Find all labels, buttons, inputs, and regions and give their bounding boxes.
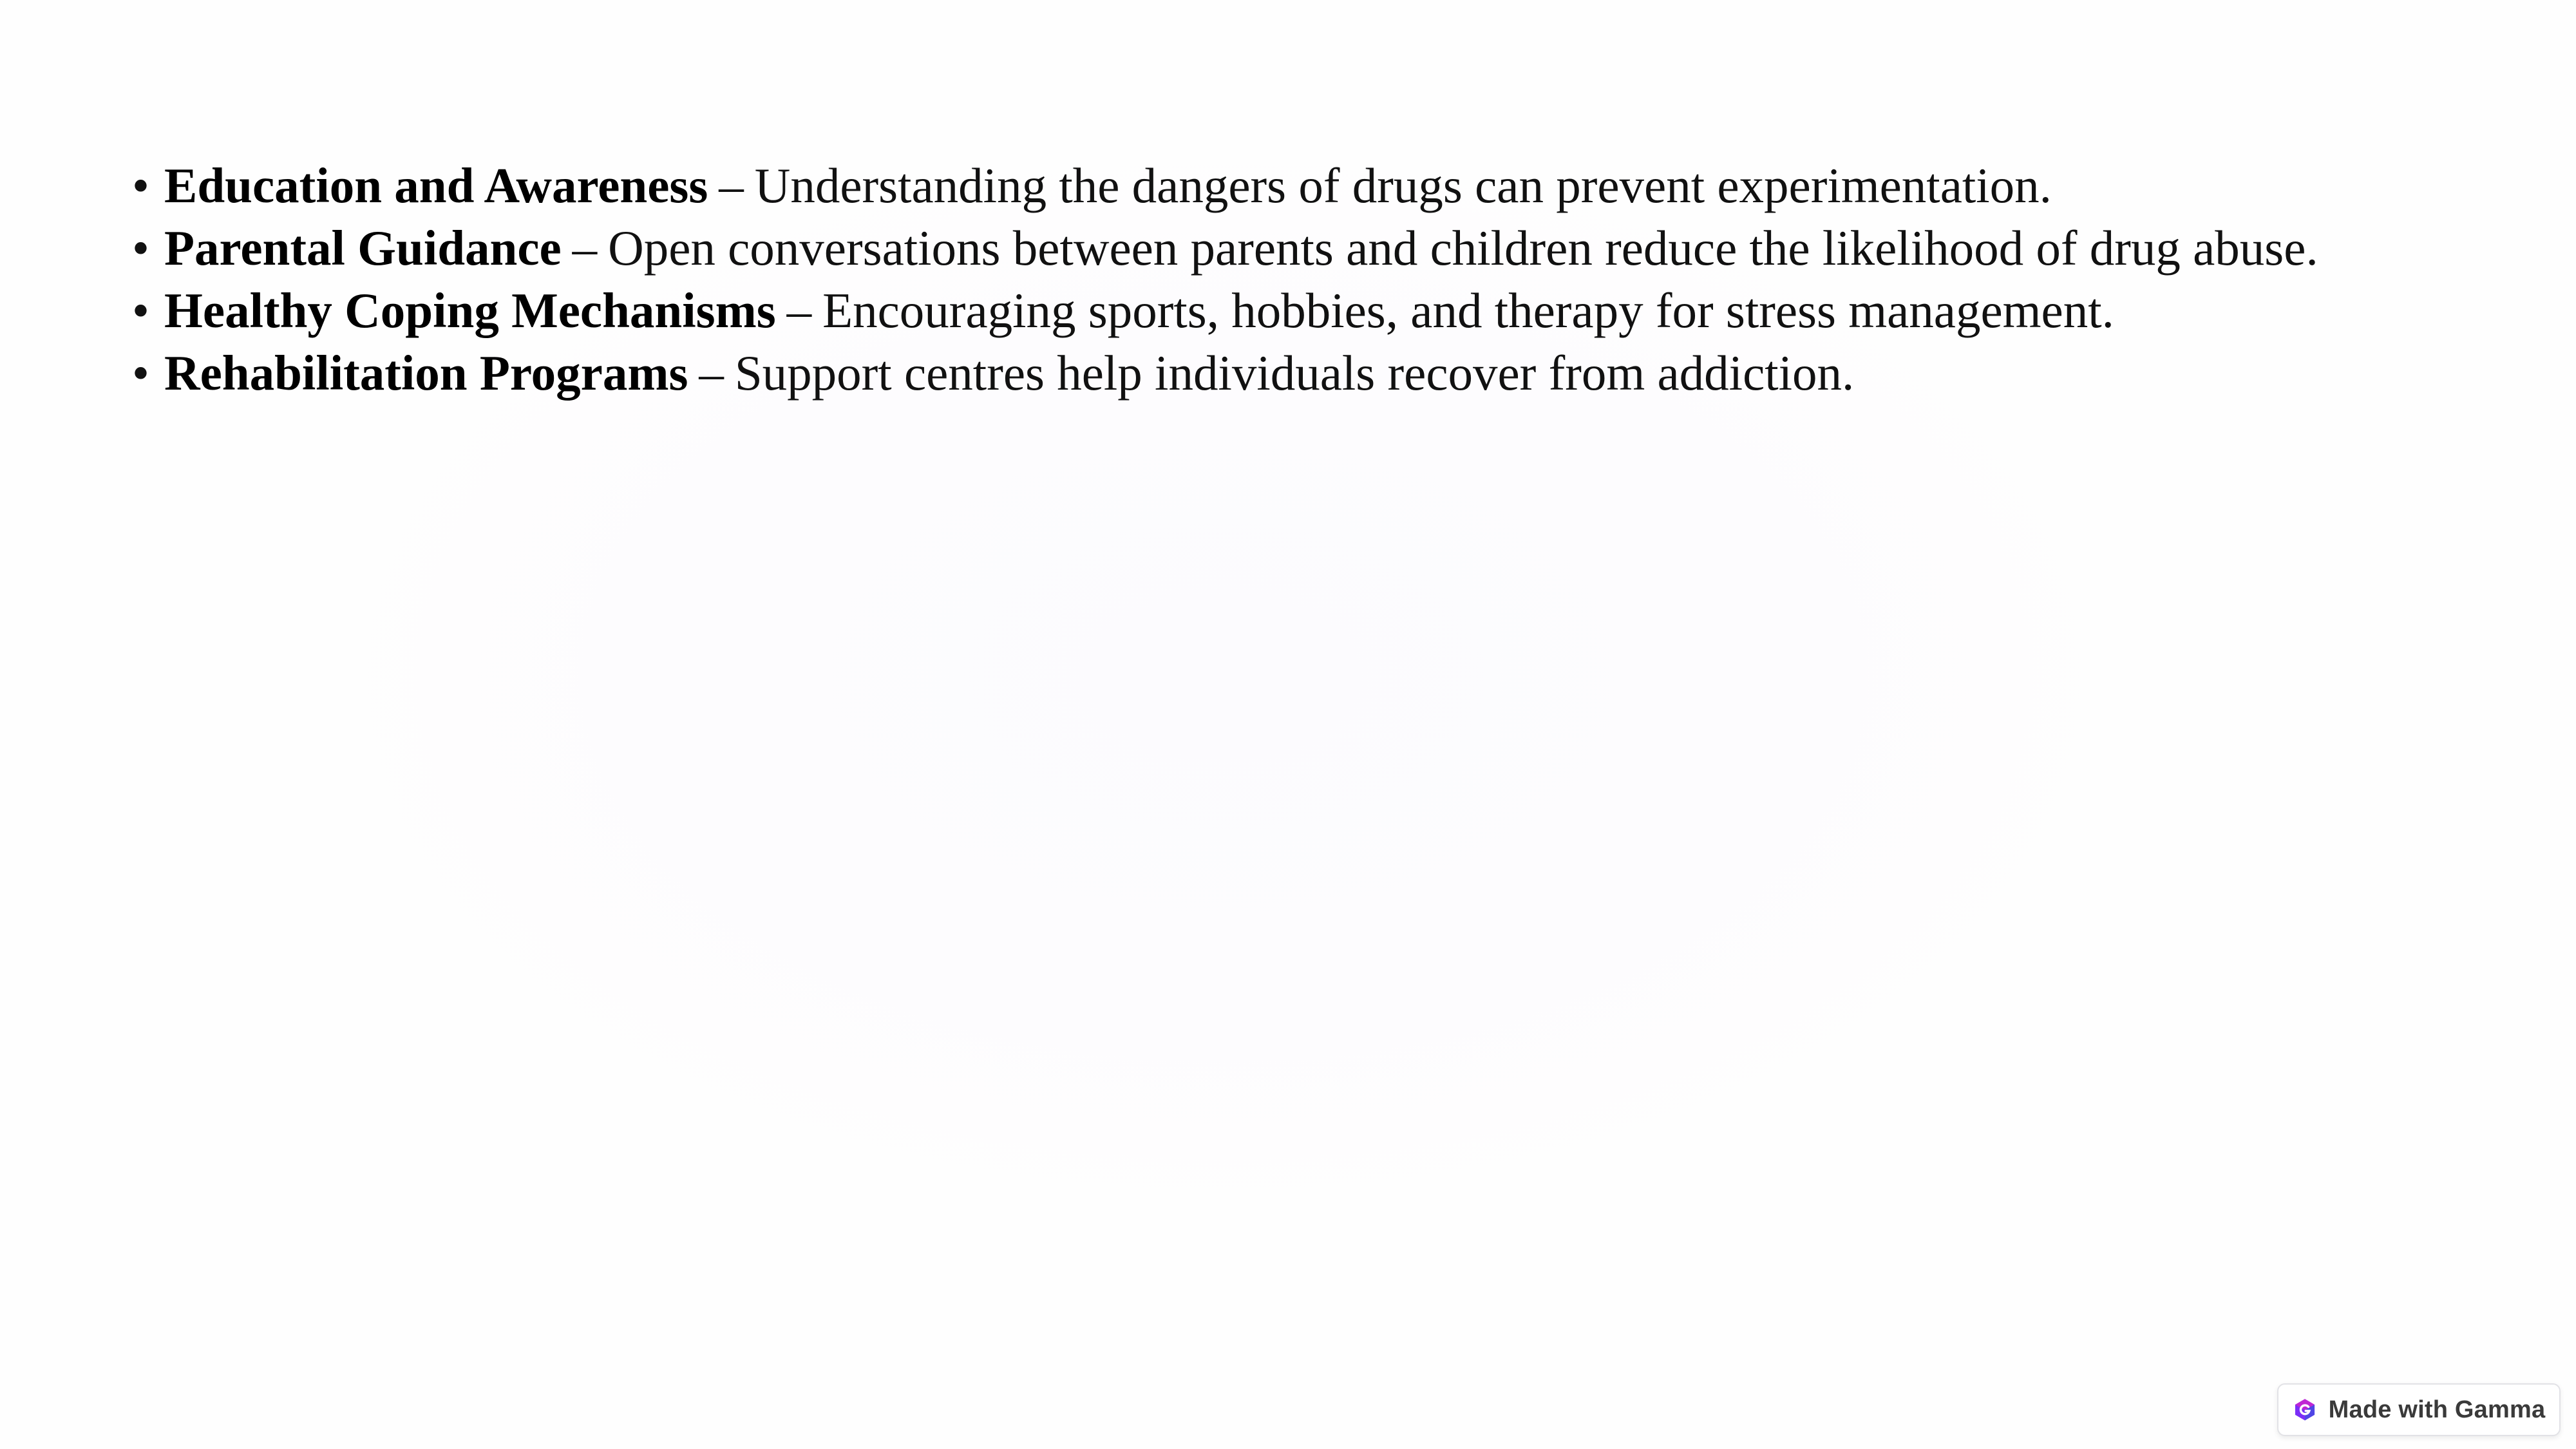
item-separator: –	[786, 283, 812, 338]
bullet-point: •	[132, 220, 149, 276]
item-separator: –	[719, 158, 744, 213]
item-term: Rehabilitation Programs	[164, 345, 688, 401]
badge-label: Made with Gamma	[2328, 1396, 2546, 1423]
bullet-point: •	[132, 158, 149, 213]
item-term: Healthy Coping Mechanisms	[164, 283, 776, 338]
item-term: Education and Awareness	[164, 158, 708, 213]
bullet-point: •	[132, 283, 149, 338]
item-separator: –	[699, 345, 724, 401]
list-item	[132, 217, 2318, 279]
item-separator: –	[572, 220, 598, 276]
bullet-point: •	[132, 345, 149, 401]
gamma-logo-icon	[2293, 1397, 2317, 1422]
list-item	[132, 279, 2318, 342]
item-description: Understanding the dangers of drugs can prevent experimentation.	[754, 158, 2052, 213]
item-description: Encouraging sports, hobbies, and therapy for stress management.	[822, 283, 2114, 338]
made-with-gamma-button[interactable]	[2277, 1383, 2561, 1436]
item-term: Parental Guidance	[164, 220, 562, 276]
list-item	[132, 342, 2318, 404]
item-description: Open conversations between parents and children reduce the likelihood of drug abuse.	[608, 220, 2318, 276]
bullet-list	[132, 155, 2318, 404]
item-description: Support centres help individuals recover from addiction.	[734, 345, 1855, 401]
list-item	[132, 155, 2318, 217]
